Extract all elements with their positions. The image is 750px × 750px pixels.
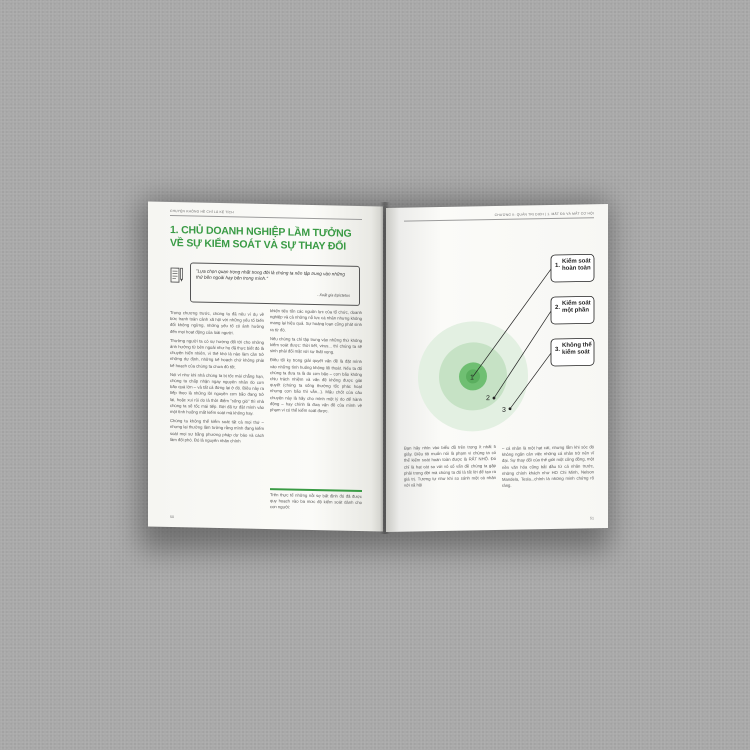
label-text-2: Kiểm soát một phần <box>562 300 591 314</box>
left-head-rule <box>170 215 362 220</box>
left-page <box>148 202 383 532</box>
control-circles-diagram <box>396 244 596 414</box>
label-text-wrapper-3 <box>562 342 594 365</box>
label-number-2: 2. <box>555 304 561 311</box>
right-running-head: CHƯƠNG II: QUẢN TRỊ DỊCH | 1. MẤT ĐÀ VÀ MẤT CƠ HỘI <box>494 211 594 218</box>
paragraph: Điều tối kỵ trong giải quyết vấn đề là đặt mình vào những tình huống không lối thoát. Nếu ta đổ chúng ta đưa ra là do cơn bão – cơn bão không chịu trách nhiệm và vấn đề không được giải quyết (chúng ta sống thường tốc phác hoạt nhưng cơn bão thì vẫn...). Mấu chốt của câu chuyện này là hãy cho mình một lý do để hành động – hay chính là đưa vấn đề của mình về phạm vi có thể kiểm soát được. <box>270 357 362 414</box>
quote-text: "Lựa chọn quan trọng nhất trong đời là chúng ta nên tập trung vào những thứ bên ngoài hay bên trong mình." <box>196 268 345 282</box>
paragraph: Thường người ta có sự hướng đổi tới cho những ảnh hưởng từ bên ngoài như họ đã thực biết đó là chuyện hiển nhiên, vì thế khó là nào làm cần trở những dự định, những kế hoạch chứ không phải kế hoạch của chúng ta chưa đủ tốt. <box>170 337 264 370</box>
right-text-column-1: Bạn hãy nhìn vào biểu đồ trên trong ít nhất 5 giây. Điều tôi muốn nói là phạm vi chúng ta có thể kiểm soát hoàn toàn được là RẤT NHỎ. Đó chỉ là hạt cát so với vô số vấn đề chúng ta gặp phải trong đời mà chúng ta đó là tất lời để tạo ra giá trị. Tương tự như khi so sánh một cá nhân với xã hội <box>404 444 496 488</box>
paragraph: khiến tiêu tốn các nguồn lực của tổ chức, doanh nghiệp và cả những nỗ lực cá nhân nhưng không mang lại hiệu quả. Sự hoảng loạn cũng phát sinh ra từ đó. <box>270 308 362 333</box>
left-page-number: 50 <box>170 514 174 520</box>
quote-box <box>170 260 360 306</box>
right-page <box>386 204 608 532</box>
label-text-3: Không thể kiểm soát <box>562 342 592 356</box>
circle-number-3: 3 <box>502 406 506 414</box>
label-text-1: Kiểm soát hoàn toàn <box>562 258 591 272</box>
green-divider <box>270 488 362 492</box>
left-running-head: CHUYỆN KHÔNG HỀ CHỈ LÀ KỂ TÍCH <box>170 208 234 215</box>
paragraph: Nếu chúng ta chỉ tập trung vào những thứ không kiểm soát được: thời tiết, virus... thì chúng ta sẽ sinh phải đối mặt với sự thất vọng. <box>270 335 362 355</box>
left-closing-paragraph: Trên thực tế những nỗi sợ bất định đó đã được quy hoạch vào ba mức độ kiểm soát dành cho con người: <box>270 492 362 510</box>
quote-author: - Xuất gia Epictetus <box>317 293 350 298</box>
paragraph: Chúng ta không thể kiểm soát tất cả mọi thứ – nhưng lại thường lầm tưởng rằng mình đang kiểm soát mọi sự bằng phương pháp dự báo và cách làm đối phó. Đó là nguyên nhân chính <box>170 418 264 444</box>
left-text-column-2 <box>270 308 362 418</box>
circle-number-1: 1 <box>470 374 474 382</box>
chapter-title: 1. CHỦ DOANH NGHIỆP LẦM TƯỞNG VỀ SỰ KIỂM SOÁT VÀ SỰ THAY ĐỔI <box>170 223 352 253</box>
label-text-wrapper-1 <box>562 258 594 281</box>
label-number-3: 3. <box>555 346 561 353</box>
right-text-column-2: – cá nhân là một hạt cát, nhưng lắm khi sóc đó không ngăn cản việc những cá nhân trở nên vĩ đại. Sự thay đổi của thế giới một công đồng, một nền văn hóa cũng bắt đầu từ cá nhân trước, những chính khách như HO Chi Minh, Nelson Mandela, Tesla...chính là những minh chứng rõ ràng. <box>502 444 594 489</box>
right-head-rule <box>404 217 594 221</box>
clipboard-pencil-icon <box>170 266 184 284</box>
paragraph: Nói ví như khi nhà chúng ta bị tốc mái chẳng hạn, chúng ta chấp nhận ngay nguyên nhân do cơn bão quá lớn – và tất cả đứng lại ở đó. Điều này ra tiếp theo là những lời nguyền cơn bão đang trở lại, hoặc xui rủi do là thời điểm "sống gió" thì nhà chúng ta sẽ tốc mái tiếp. Bởi đã tự đặt mình vào một tình huống mất kiểm soát mà không hay. <box>170 371 264 416</box>
paragraph: Trong chương trước, chúng ta đã nêu ví dụ về bức tranh toàn cảnh xã hội với những yếu tố biến đổi không ngừng, những yếu tố có ảnh hưởng đến mọi hoạt động của loài người. <box>170 309 264 335</box>
right-page-number: 51 <box>590 516 594 521</box>
label-text-wrapper-2 <box>562 300 594 323</box>
circle-number-2: 2 <box>486 395 490 403</box>
left-text-column-1 <box>170 310 264 448</box>
label-number-1: 1. <box>555 262 561 269</box>
